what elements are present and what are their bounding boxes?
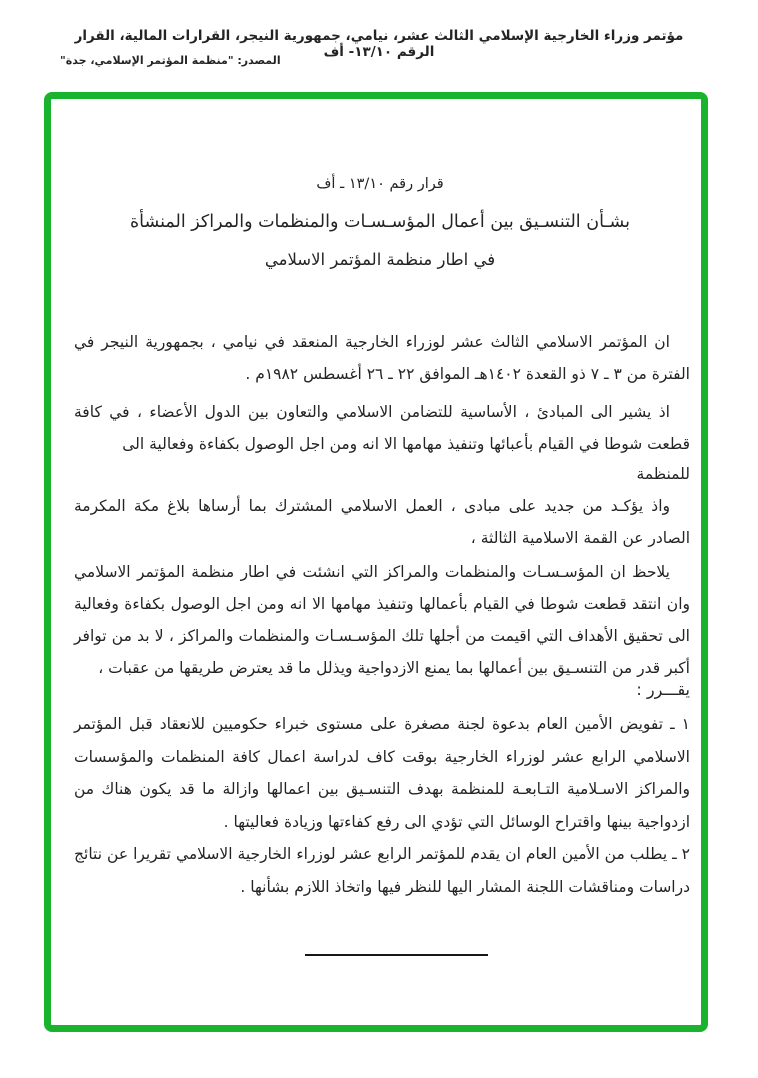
decides-heading: [74, 680, 690, 699]
paragraph-observation: يلاحظ ان المؤسـسـات والمنظمات والمراكز التي انشئت في اطار منظمة المؤتمر الاسلامي وان انتقد قطعت شوطا في القيام بأعمالها وتنفيذ مهامها الا انه ومن اجل الوصول بكفاءة وفعالية الى تحقيق الأهداف التي اقيمت من أجلها تلك المؤسـسـات والمنظمات والمراكز ، لا بد من توافر أكبر قدر من التنسـيق بين أعمالها بما يمنع الازدواجية ويذلل ما قد يعترض طريقها من عقبات ،: [74, 563, 690, 677]
paragraph-principles-tail: [74, 458, 690, 490]
resolution-number-title: قرار رقم ١٣/١٠ ـ أف: [316, 176, 444, 192]
resolution-item-2: ٢ ـ يطلب من الأمين العام ان يقدم للمؤتمر الرابع عشر لوزراء الخارجية الاسلامي تقريرا عن نتائج دراسات ومناقشات اللجنة المشار اليها للنظر فيها واتخاذ اللازم بشأنها .: [74, 845, 690, 896]
signature-line: [305, 954, 488, 956]
header-source-line: المصدر: "منظمة المؤتمر الإسلامي، جدة": [60, 54, 281, 67]
paragraph-principles: اذ يشير الى المبادئ ، الأساسية للتضامن الاسلامي والتعاون بين الدول الأعضاء ، في كافة قطعت شوطا في القيام بأعبائها وتنفيذ مهامها الا انه ومن اجل الوصول بكفاءة وفعالية الى: [74, 403, 690, 453]
header-citation-line: مؤتمر وزراء الخارجية الإسلامي الثالث عشر، نيامي، جمهورية النيجر، القرارات المالية، القرار الرقم ١٣/١٠- أف: [74, 28, 684, 60]
decides-heading-label: يقـــرر :: [636, 680, 690, 699]
resolution-framework-title: في اطار منظمة المؤتمر الاسلامي: [264, 250, 496, 269]
paragraph-conference-session: ان المؤتمر الاسلامي الثالث عشر لوزراء الخارجية المنعقد في نيامي ، بجمهورية النيجر في الفترة من ٣ ـ ٧ ذو القعدة ١٤٠٢هـ الموافق ٢٢ ـ ٢٦ أغسطس ١٩٨٢م .: [74, 333, 690, 383]
paragraph-principles-tail-word: للمنظمة: [636, 465, 690, 483]
resolution-item-1: ١ ـ تفويض الأمين العام بدعوة لجنة مصغرة على مستوى خبراء حكوميين للانعقاد قبل المؤتمر الاسلامي الرابع عشر لوزراء الخارجية بوقت كاف لدراسة اعمال كافة المنظمات والمؤسسات والمراكز الاسـلامية التـابعـة للمنظمة بهدف التنسـيق بين اعمالها وازالة ما قد يكون هناك من ازدواجية بينها واقتراح الوسائل التي تؤدي الى رفع كفاءتها وزيادة فعاليتها .: [74, 715, 690, 831]
paragraph-reaffirmation: واذ يؤكـد من جديد على مبادى ، العمل الاسلامي المشترك بما أرساها بلاغ مكة المكرمة الصادر عن القمة الاسلامية الثالثة ،: [74, 497, 690, 547]
resolution-subject-title: بشـأن التنسـيق بين أعمال المؤسـسـات والمنظمات والمراكز المنشأة: [129, 212, 631, 232]
